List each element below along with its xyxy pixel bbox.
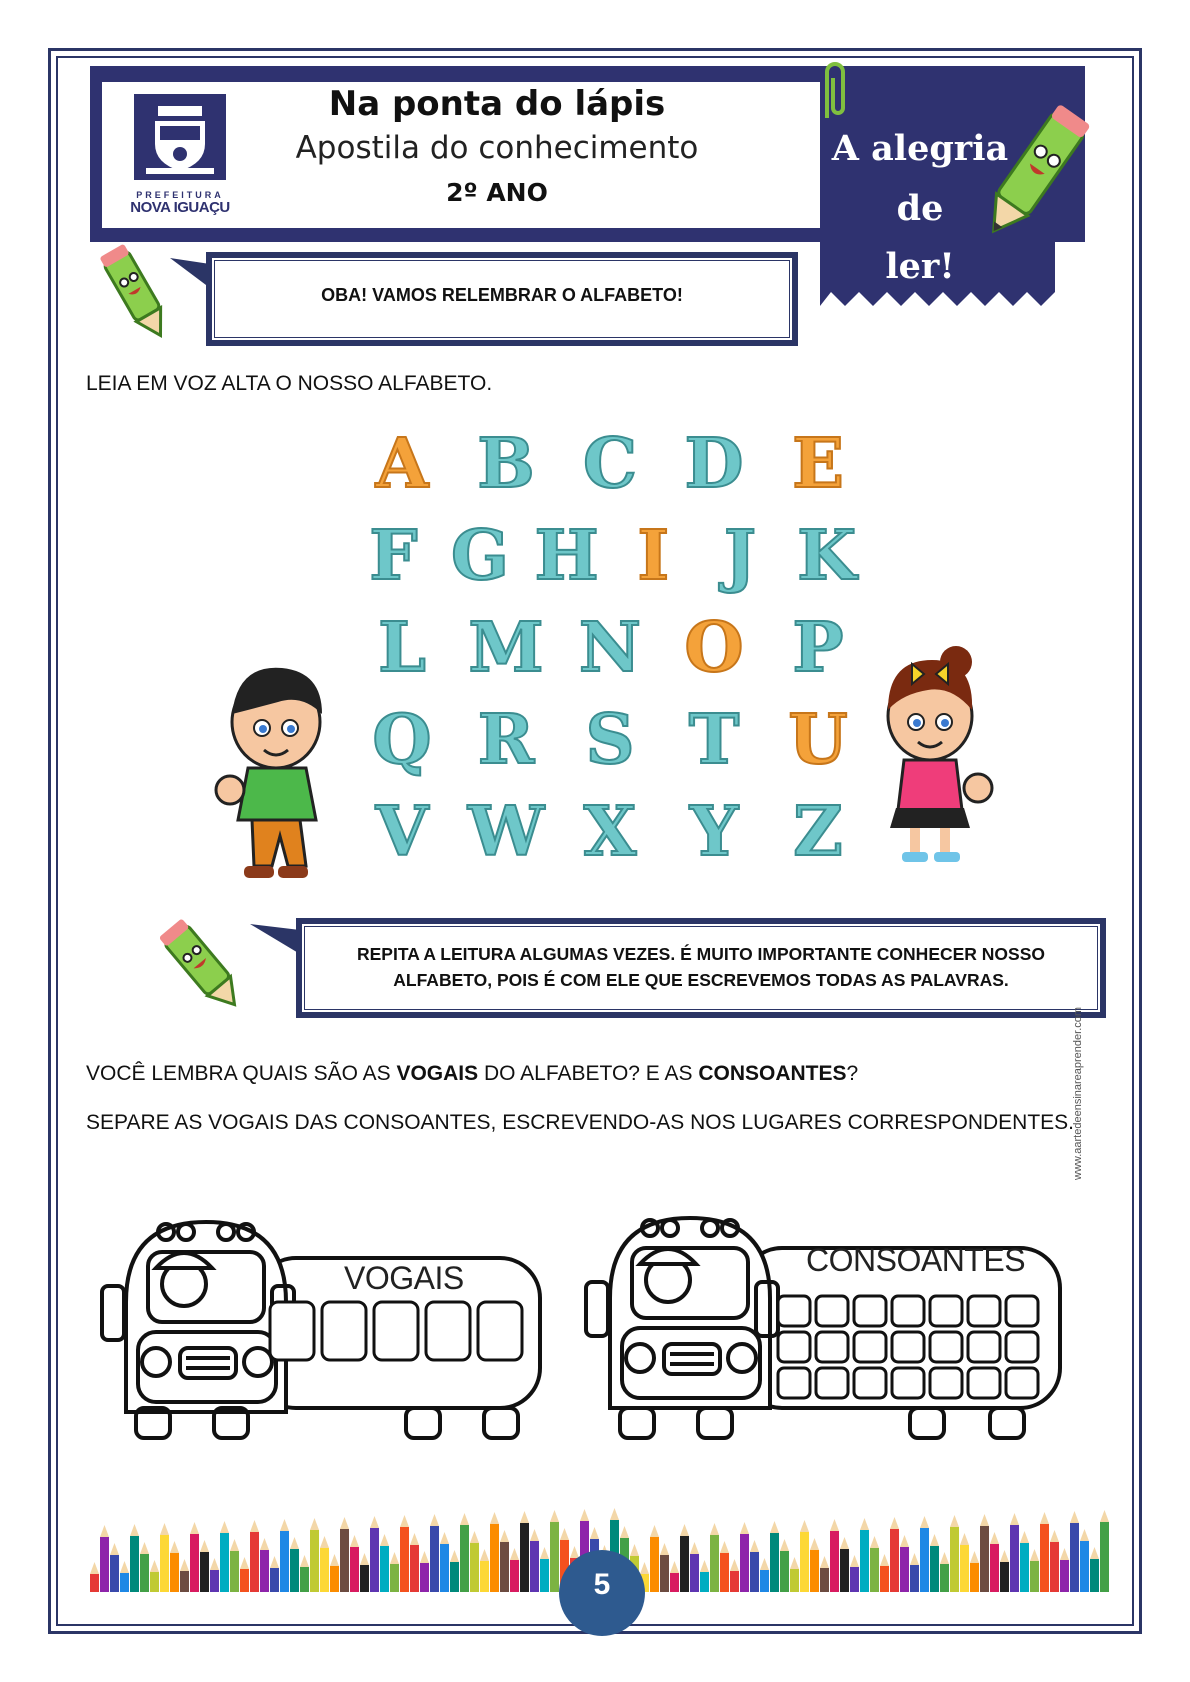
colored-pencil: [860, 1518, 869, 1592]
consonant-answer-box[interactable]: [968, 1368, 1000, 1398]
consonant-answer-box[interactable]: [778, 1296, 810, 1326]
alphabet-letter: D: [684, 424, 744, 504]
alphabet-letter: T: [688, 700, 740, 780]
logo-city-name: NOVA IGUAÇU: [130, 199, 230, 216]
colored-pencil: [750, 1540, 759, 1592]
colored-pencil: [370, 1516, 379, 1592]
alphabet-letter: U: [788, 700, 848, 780]
alphabet-letter: V: [375, 792, 429, 872]
alphabet-letter: Z: [793, 792, 843, 872]
colored-pencil: [1080, 1529, 1089, 1592]
colored-pencil: [810, 1538, 819, 1592]
alphabet-letter: F: [369, 516, 418, 596]
consonant-answer-box[interactable]: [892, 1332, 924, 1362]
vowels-bus-label: VOGAIS: [344, 1260, 464, 1296]
colored-pencil: [790, 1557, 799, 1592]
vowel-answer-box[interactable]: [322, 1302, 366, 1360]
vowel-answer-box[interactable]: [478, 1302, 522, 1360]
colored-pencil: [700, 1560, 709, 1592]
consonant-answer-box[interactable]: [854, 1368, 886, 1398]
alphabet-letter: G: [450, 516, 510, 596]
vowel-answer-box[interactable]: [374, 1302, 418, 1360]
banner-line-1: A alegria: [831, 128, 1009, 169]
colored-pencil: [890, 1517, 899, 1592]
colored-pencil: [350, 1535, 359, 1592]
vowels-question: [86, 1062, 858, 1086]
colored-pencil: [680, 1524, 689, 1592]
consonant-answer-box[interactable]: [778, 1368, 810, 1398]
colored-pencil: [220, 1521, 229, 1592]
consonant-answer-box[interactable]: [930, 1296, 962, 1326]
colored-pencil: [100, 1525, 109, 1592]
colored-pencil: [840, 1537, 849, 1592]
vowels-bus-illustration: [96, 1212, 548, 1444]
colored-pencil: [240, 1557, 249, 1592]
colored-pencil: [270, 1556, 279, 1592]
question-text-3: ?: [846, 1062, 859, 1085]
colored-pencil: [170, 1541, 179, 1592]
colored-pencil: [410, 1533, 419, 1592]
colored-pencil: [490, 1512, 499, 1592]
colored-pencil: [440, 1532, 449, 1592]
alphabet-letter: M: [468, 608, 544, 688]
consonant-answer-box[interactable]: [816, 1368, 848, 1398]
colored-pencil: [780, 1539, 789, 1592]
colored-pencil: [1020, 1531, 1029, 1592]
colored-pencil: [1010, 1513, 1019, 1592]
alphabet-chart: [350, 418, 870, 888]
colored-pencil: [710, 1523, 719, 1592]
colored-pencil: [1030, 1549, 1039, 1592]
colored-pencil: [530, 1529, 539, 1592]
colored-pencil: [460, 1513, 469, 1592]
alphabet-letter: S: [585, 700, 635, 780]
colored-pencil: [510, 1548, 519, 1592]
page-subtitle: Apostila do conhecimento: [295, 130, 699, 166]
colored-pencil: [480, 1549, 489, 1592]
colored-pencil: [310, 1518, 319, 1592]
colored-pencil: [180, 1559, 189, 1592]
alphabet-letter: J: [723, 516, 757, 596]
speech-bubble-2-line-1: REPITA A LEITURA ALGUMAS VEZES. É MUITO IMPORTANTE CONHECER NOSSO: [356, 944, 1046, 964]
consonant-answer-box[interactable]: [854, 1332, 886, 1362]
question-bold-consonants: CONSOANTES: [698, 1062, 847, 1085]
question-text-1: VOCÊ LEMBRA QUAIS SÃO AS: [86, 1062, 397, 1085]
alphabet-letter: I: [637, 516, 670, 596]
colored-pencil: [260, 1538, 269, 1592]
alphabet-letter: B: [477, 424, 535, 504]
alphabet-letter: K: [797, 516, 857, 596]
colored-pencil: [130, 1524, 139, 1592]
alphabet-letter: O: [684, 608, 744, 688]
colored-pencil: [430, 1514, 439, 1592]
colored-pencil: [300, 1555, 309, 1592]
colored-pencil: [470, 1531, 479, 1592]
consonant-answer-box[interactable]: [854, 1296, 886, 1326]
colored-pencil: [250, 1520, 259, 1592]
speech-bubble-2: [296, 918, 1106, 1018]
colored-pencil: [650, 1525, 659, 1592]
alphabet-letter: X: [583, 792, 637, 872]
colored-pencil: [140, 1542, 149, 1592]
alphabet-letter: R: [477, 700, 535, 780]
consonant-answer-box[interactable]: [930, 1368, 962, 1398]
banner-line-2: de: [896, 188, 944, 229]
alphabet-letter: N: [578, 608, 642, 688]
question-text-2: DO ALFABETO? E AS: [478, 1062, 699, 1085]
alphabet-letter: H: [534, 516, 599, 596]
colored-pencil: [160, 1523, 169, 1592]
colored-pencil: [760, 1558, 769, 1592]
colored-pencil: [910, 1553, 919, 1592]
colored-pencil: [550, 1510, 559, 1592]
colored-pencil: [920, 1516, 929, 1592]
alphabet-letter: E: [792, 424, 844, 504]
colored-pencil: [390, 1552, 399, 1592]
page-title: Na ponta do lápis: [328, 84, 666, 124]
alphabet-letter: A: [375, 424, 429, 504]
colored-pencil: [320, 1536, 329, 1592]
alphabet-letter: P: [792, 608, 844, 688]
colored-pencil: [940, 1552, 949, 1592]
consonant-answer-box[interactable]: [968, 1332, 1000, 1362]
consonant-answer-box[interactable]: [1006, 1332, 1038, 1362]
colored-pencil: [360, 1553, 369, 1592]
colored-pencil: [990, 1532, 999, 1592]
colored-pencil: [280, 1519, 289, 1592]
colored-pencil: [420, 1551, 429, 1592]
colored-pencil: [150, 1560, 159, 1592]
colored-pencil: [190, 1522, 199, 1592]
question-bold-vowels: VOGAIS: [396, 1062, 479, 1085]
colored-pencil: [980, 1514, 989, 1592]
alphabet-letter: L: [378, 608, 426, 688]
colored-pencil: [200, 1540, 209, 1592]
colored-pencil: [970, 1551, 979, 1592]
colored-pencil: [1070, 1511, 1079, 1592]
colored-pencil: [1090, 1547, 1099, 1592]
grade-label: 2º ANO: [446, 178, 548, 207]
pencil-mascot-icon: [980, 92, 1090, 252]
colored-pencil: [340, 1517, 349, 1592]
speech-bubble-tail: [250, 920, 300, 960]
colored-pencil: [880, 1554, 889, 1592]
colored-pencil: [110, 1543, 119, 1592]
colored-pencil: [670, 1561, 679, 1592]
banner-line-3: ler!: [885, 246, 955, 287]
consonant-answer-box[interactable]: [816, 1296, 848, 1326]
pencil-mascot-icon: [148, 912, 258, 1022]
colored-pencil: [720, 1541, 729, 1592]
colored-pencil: [830, 1519, 839, 1592]
colored-pencil: [930, 1534, 939, 1592]
colored-pencil: [690, 1542, 699, 1592]
alphabet-letter: Y: [689, 792, 739, 872]
colored-pencil: [740, 1522, 749, 1592]
alphabet-letter: W: [467, 792, 545, 872]
colored-pencil: [950, 1515, 959, 1592]
paperclip-icon: [815, 58, 855, 122]
colored-pencil: [1100, 1510, 1109, 1592]
colored-pencil: [90, 1562, 99, 1592]
read-aloud-instruction: LEIA EM VOZ ALTA O NOSSO ALFABETO.: [86, 372, 493, 395]
consonants-bus-label: CONSOANTES: [806, 1242, 1026, 1278]
colored-pencil: [450, 1550, 459, 1592]
colored-pencil: [870, 1536, 879, 1592]
page-number: 5: [559, 1550, 645, 1636]
colored-pencil: [770, 1521, 779, 1592]
colored-pencil: [960, 1533, 969, 1592]
colored-pencil: [330, 1554, 339, 1592]
colored-pencil: [540, 1547, 549, 1592]
consonant-answer-box[interactable]: [816, 1332, 848, 1362]
colored-pencil: [900, 1535, 909, 1592]
speech-bubble-tail: [170, 254, 210, 294]
colored-pencil: [380, 1534, 389, 1592]
alphabet-letter: C: [582, 424, 638, 504]
colored-pencil: [120, 1561, 129, 1592]
separate-instruction: SEPARE AS VOGAIS DAS CONSOANTES, ESCREVENDO-AS NOS LUGARES CORRESPONDENTES.: [86, 1111, 1075, 1134]
consonant-answer-box[interactable]: [968, 1296, 1000, 1326]
colored-pencil: [500, 1530, 509, 1592]
colored-pencil: [210, 1558, 219, 1592]
vowel-answer-box[interactable]: [270, 1302, 314, 1360]
colored-pencil: [1060, 1548, 1069, 1592]
colored-pencil: [820, 1556, 829, 1592]
alphabet-letter: Q: [372, 700, 432, 780]
colored-pencil: [230, 1539, 239, 1592]
colored-pencil: [400, 1515, 409, 1592]
logo-prefix: PREFEITURA: [136, 190, 224, 200]
consonant-answer-box[interactable]: [892, 1296, 924, 1326]
colored-pencil: [520, 1511, 529, 1592]
speech-bubble-2-line-2: ALFABETO, POIS É COM ELE QUE ESCREVEMOS TODAS AS PALAVRAS.: [393, 970, 1009, 990]
colored-pencil: [850, 1555, 859, 1592]
girl-thumbs-up-illustration: [870, 640, 1000, 870]
colored-pencil: [1050, 1530, 1059, 1592]
consonant-answer-box[interactable]: [1006, 1368, 1038, 1398]
colored-pencil: [290, 1537, 299, 1592]
source-watermark: www.aartedeensinareaprender.com: [1072, 1006, 1084, 1180]
consonant-answer-box[interactable]: [778, 1332, 810, 1362]
vowel-answer-box[interactable]: [426, 1302, 470, 1360]
colored-pencil: [1040, 1512, 1049, 1592]
consonant-answer-box[interactable]: [1006, 1296, 1038, 1326]
boy-thumbs-up-illustration: [212, 660, 342, 880]
speech-bubble-1-text: OBA! VAMOS RELEMBRAR O ALFABETO!: [321, 285, 683, 305]
consonant-answer-box[interactable]: [892, 1368, 924, 1398]
colored-pencil: [800, 1520, 809, 1592]
consonant-answer-box[interactable]: [930, 1332, 962, 1362]
colored-pencil: [660, 1543, 669, 1592]
colored-pencil: [1000, 1550, 1009, 1592]
pencil-mascot-icon: [96, 238, 176, 348]
colored-pencil: [730, 1559, 739, 1592]
